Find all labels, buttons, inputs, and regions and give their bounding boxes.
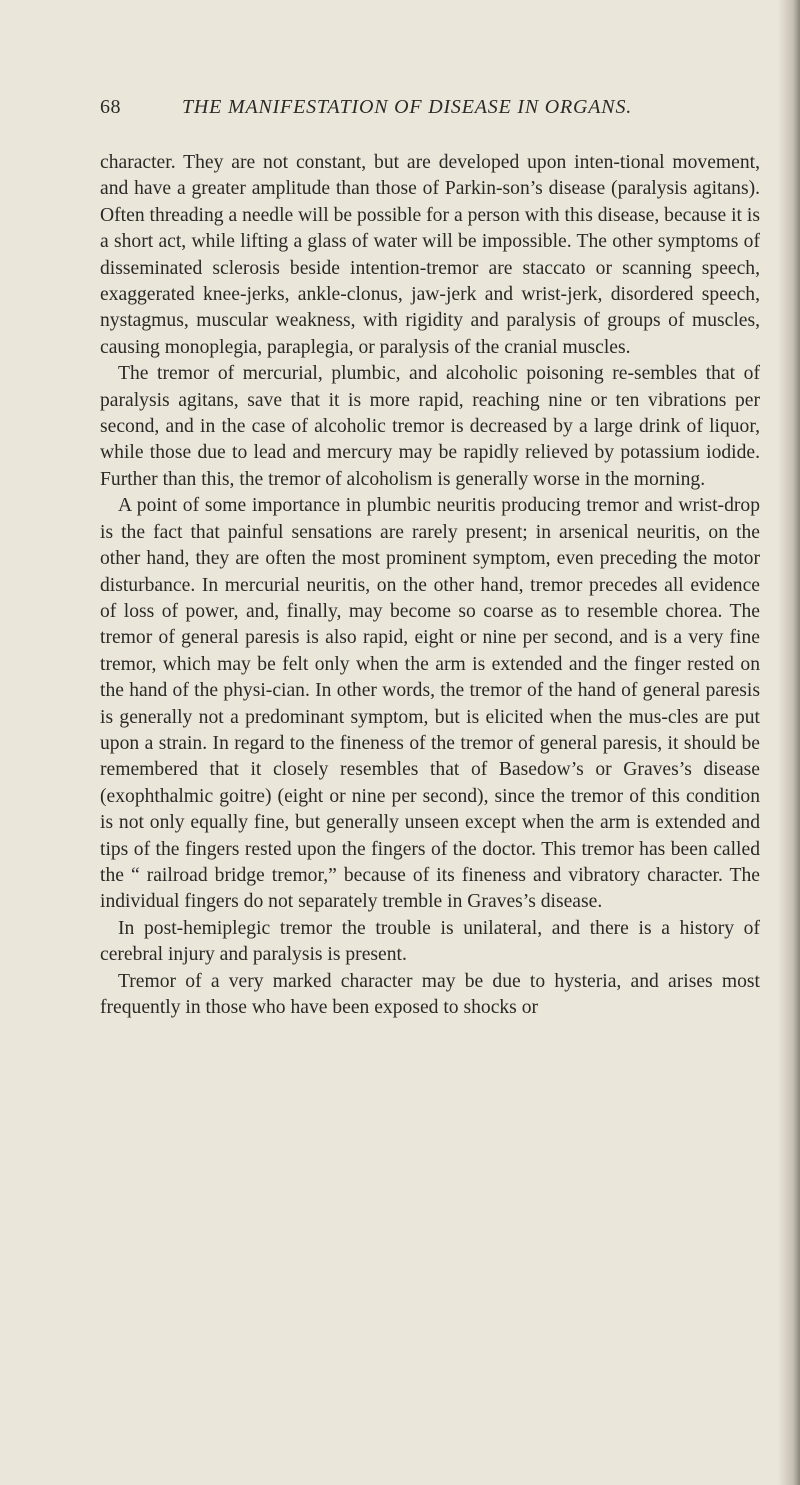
page-number: 68 xyxy=(100,96,121,118)
paragraph-neuritis-and-paresis: A point of some importance in plumbic neuritis producing tremor and wrist-drop is the fact that painful sensations are rarely present; in arsenical neuritis, on the other hand, they are often the most prominent symptom, even preceding the motor disturbance. In mercurial neuritis, on the other hand, tremor precedes all evidence of loss of power, and, finally, may become so coarse as to resemble chorea. The tremor of general paresis is also rapid, eight or nine per second, and is a very fine tremor, which may be felt only when the arm is extended and the finger rested on the hand of the physi-cian. In other words, the tremor of the hand of general paresis is generally not a predominant symptom, but is elicited when the mus-cles are put upon a strain. In regard to the fineness of the tremor of general paresis, it should be remembered that it closely resembles that of Basedow’s or Graves’s disease (exophthalmic goitre) (eight or nine per second), since the tremor of this condition is not only equally fine, but generally unseen except when the arm is extended and tips of the fingers rested upon the fingers of the doctor. This tremor has been called the “ railroad bridge tremor,” because of its fineness and vibratory character. The individual fingers do not separately tremble in Graves’s disease. xyxy=(100,495,760,913)
running-title: THE MANIFESTATION OF DISEASE IN ORGANS. xyxy=(182,96,633,118)
paragraph-hysterical-tremor: Tremor of a very marked character may be due to hysteria, and arises most frequently in those who have been exposed to shocks or xyxy=(100,970,760,1018)
page-edge-shadow xyxy=(778,0,800,1485)
paragraph-disseminated-sclerosis: character. They are not constant, but are developed upon inten-tional movement, and have a greater amplitude than those of Parkin-son’s disease (paralysis agitans). Often threading a needle will be possible for a person with this disease, because it is a short act, while lifting a glass of water will be impossible. The other symptoms of disseminated sclerosis beside intention-tremor are staccato or scanning speech, exaggerated knee-jerks, ankle-clonus, jaw-jerk and wrist-jerk, disordered speech, nystagmus, muscular weakness, with rigidity and paralysis of groups of muscles, causing monoplegia, paraplegia, or paralysis of the cranial muscles. xyxy=(100,152,760,358)
paragraph-post-hemiplegic-tremor: In post-hemiplegic tremor the trouble is unilateral, and there is a history of cerebral injury and paralysis is present. xyxy=(100,917,760,966)
running-head xyxy=(100,96,760,126)
paragraph-toxic-tremor: The tremor of mercurial, plumbic, and alcoholic poisoning re-sembles that of paralysis agitans, save that it is more rapid, reaching nine or ten vibrations per second, and in the case of alcoholic tremor is decreased by a large drink of liquor, while those due to lead and mercury may be rapidly relieved by potassium iodide. Further than this, the tremor of alcoholism is generally worse in the morning. xyxy=(100,363,760,490)
body-text xyxy=(100,150,760,1021)
